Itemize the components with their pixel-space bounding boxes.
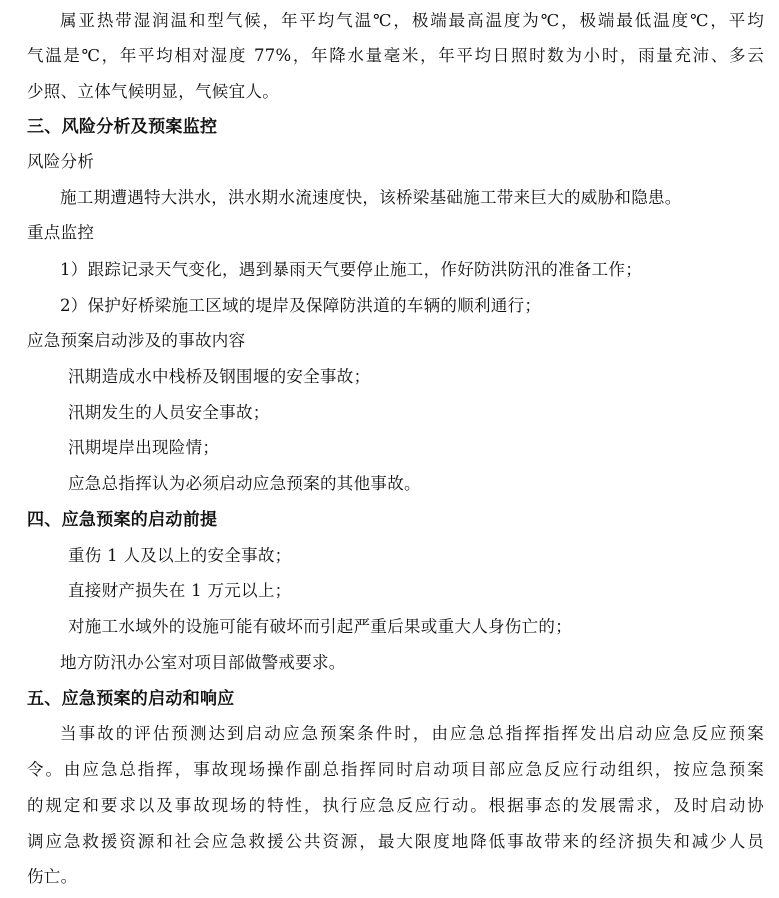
response-line-2: 令。由应急总指挥，事故现场操作副总指挥同时启动项目部应急反应行动组织，按应急预案 (27, 760, 764, 779)
risk-analysis-text: 施工期遭遇特大洪水，洪水期水流速度快，该桥梁基础施工带来巨大的威胁和隐患。 (60, 188, 682, 207)
accident-item-2: 汛期发生的人员安全事故； (68, 403, 270, 422)
response-line-1: 当事故的评估预测达到启动应急预案条件时，由应急总指挥指挥发出启动应急反应预案 (60, 724, 764, 743)
climate-line-3: 少照、立体气候明显，气候宜人。 (27, 82, 279, 101)
climate-line-1: 属亚热带湿润温和型气候，年平均气温℃，极端最高温度为℃，极端最低温度℃，平均 (60, 11, 764, 30)
climate-line-2: 气温是℃，年平均相对湿度 77%，年降水量毫米，年平均日照时数为小时，雨量充沛、多云 (27, 46, 764, 65)
accident-item-3: 汛期堤岸出现险情； (68, 438, 220, 457)
accident-content-title: 应急预案启动涉及的事故内容 (27, 331, 246, 350)
premise-item-2: 直接财产损失在 1 万元以上； (68, 581, 292, 600)
key-monitoring-title: 重点监控 (27, 223, 95, 242)
premise-item-1: 重伤 1 人及以上的安全事故； (68, 546, 292, 565)
section-3-heading: 三、风险分析及预案监控 (27, 117, 218, 137)
risk-analysis-title: 风险分析 (27, 152, 95, 171)
response-line-4: 调应急救援资源和社会应急救援公共资源，最大限度地降低事故带来的经济损失和减少人员 (27, 832, 764, 851)
premise-note: 地方防汛办公室对项目部做警戒要求。 (60, 653, 346, 672)
monitor-item-2: 2）保护好桥梁施工区域的堤岸及保障防洪道的车辆的顺利通行； (60, 296, 542, 315)
response-line-5: 伤亡。 (27, 867, 78, 886)
accident-item-4: 应急总指挥认为必须启动应急预案的其他事故。 (68, 474, 421, 493)
response-line-3: 的规定和要求以及事故现场的特性，执行应急反应行动。根据事态的发展需求，及时启动协 (27, 796, 764, 815)
section-5-heading: 五、应急预案的启动和响应 (27, 689, 235, 709)
monitor-item-1: 1）跟踪记录天气变化，遇到暴雨天气要停止施工，作好防洪防汛的准备工作； (60, 260, 642, 279)
section-4-heading: 四、应急预案的启动前提 (27, 510, 218, 530)
accident-item-1: 汛期造成水中栈桥及钢围堰的安全事故； (68, 367, 371, 386)
premise-item-3: 对施工水域外的设施可能有破坏而引起严重后果或重大人身伤亡的； (68, 617, 572, 636)
